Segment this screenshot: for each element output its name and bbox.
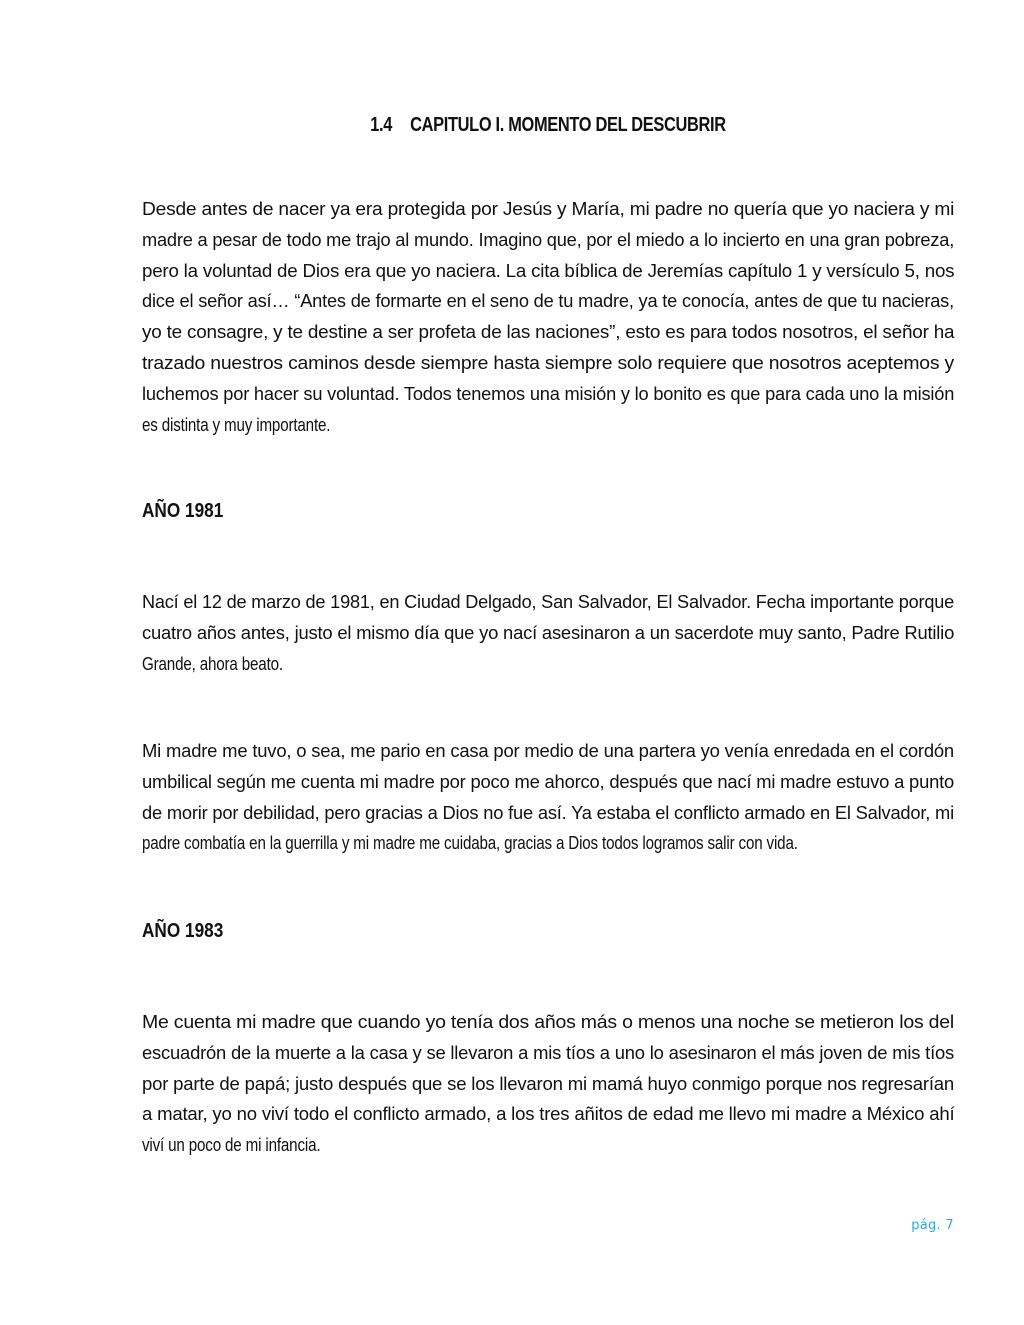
paragraph-line: trazado nuestros caminos desde siempre hasta siempre solo requiere que nosotros aceptemos y bbox=[142, 351, 955, 373]
paragraph-line: Nací el 12 de marzo de 1981, en Ciudad Delgado, San Salvador, El Salvador. Fecha importante porque bbox=[142, 591, 955, 612]
paragraph-line: viví un poco de mi infancia. bbox=[142, 1134, 321, 1156]
paragraph-line: umbilical según me cuenta mi madre por poco me ahorco, después que nací mi madre estuvo a punto bbox=[142, 770, 955, 792]
paragraph-1983 bbox=[142, 1007, 954, 1161]
chapter-number: 1.4 bbox=[370, 114, 393, 136]
chapter-heading bbox=[215, 114, 881, 137]
paragraph-line: a matar, yo no viví todo el conflicto armado, a los tres añitos de edad me llevo mi madre a México ahí bbox=[142, 1103, 955, 1125]
section-title-1981: AÑO 1981 bbox=[142, 500, 224, 522]
paragraph-line: luchemos por hacer su voluntad. Todos tenemos una misión y lo bonito es que para cada uno la misión bbox=[142, 382, 955, 404]
paragraph-line: escuadrón de la muerte a la casa y se llevaron a mis tíos a uno lo asesinaron el más joven de mis tíos bbox=[142, 1041, 955, 1063]
paragraph-line: cuatro años antes, justo el mismo día que yo nací asesinaron a un sacerdote muy santo, Padre Rutilio bbox=[142, 621, 955, 643]
paragraph-line: dice el señor así… “Antes de formarte en el seno de tu madre, ya te conocía, antes de que tu nacieras, bbox=[142, 290, 954, 312]
paragraph-line: Mi madre me tuvo, o sea, me pario en casa por medio de una partera yo venía enredada en el cordón bbox=[142, 740, 954, 761]
section-title-1983: AÑO 1983 bbox=[142, 920, 224, 942]
paragraph-line: yo te consagre, y te destine a ser profeta de las naciones”, esto es para todos nosotros, el señor ha bbox=[142, 321, 955, 343]
paragraph-line: por parte de papá; justo después que se los llevaron mi mamá huyo conmigo porque nos regresarían bbox=[142, 1072, 955, 1094]
intro-paragraph bbox=[142, 194, 954, 440]
chapter-title: CAPITULO I. MOMENTO DEL DESCUBRIR bbox=[410, 114, 726, 136]
paragraph-line: padre combatía en la guerrilla y mi madre me cuidaba, gracias a Dios todos logramos salir con vida. bbox=[142, 832, 798, 854]
paragraph-line: de morir por debilidad, pero gracias a Dios no fue así. Ya estaba el conflicto armado en El Salvador, mi bbox=[142, 801, 954, 823]
paragraph-1981-birth bbox=[142, 587, 954, 679]
page-number: pág. 7 bbox=[911, 1218, 954, 1233]
paragraph-line: Desde antes de nacer ya era protegida por Jesús y María, mi padre no quería que yo naciera y mi bbox=[142, 198, 955, 219]
paragraph-line: Me cuenta mi madre que cuando yo tenía dos años más o menos una noche se metieron los del bbox=[142, 1011, 955, 1032]
paragraph-line: es distinta y muy importante. bbox=[142, 413, 331, 435]
paragraph-line: Grande, ahora beato. bbox=[142, 652, 283, 674]
paragraph-line: madre a pesar de todo me trajo al mundo. Imagino que, por el miedo a lo incierto en una gran pobreza, bbox=[142, 228, 955, 250]
paragraph-1981-conflict bbox=[142, 736, 954, 859]
paragraph-line: pero la voluntad de Dios era que yo naciera. La cita bíblica de Jeremías capítulo 1 y versículo 5, nos bbox=[142, 259, 955, 281]
